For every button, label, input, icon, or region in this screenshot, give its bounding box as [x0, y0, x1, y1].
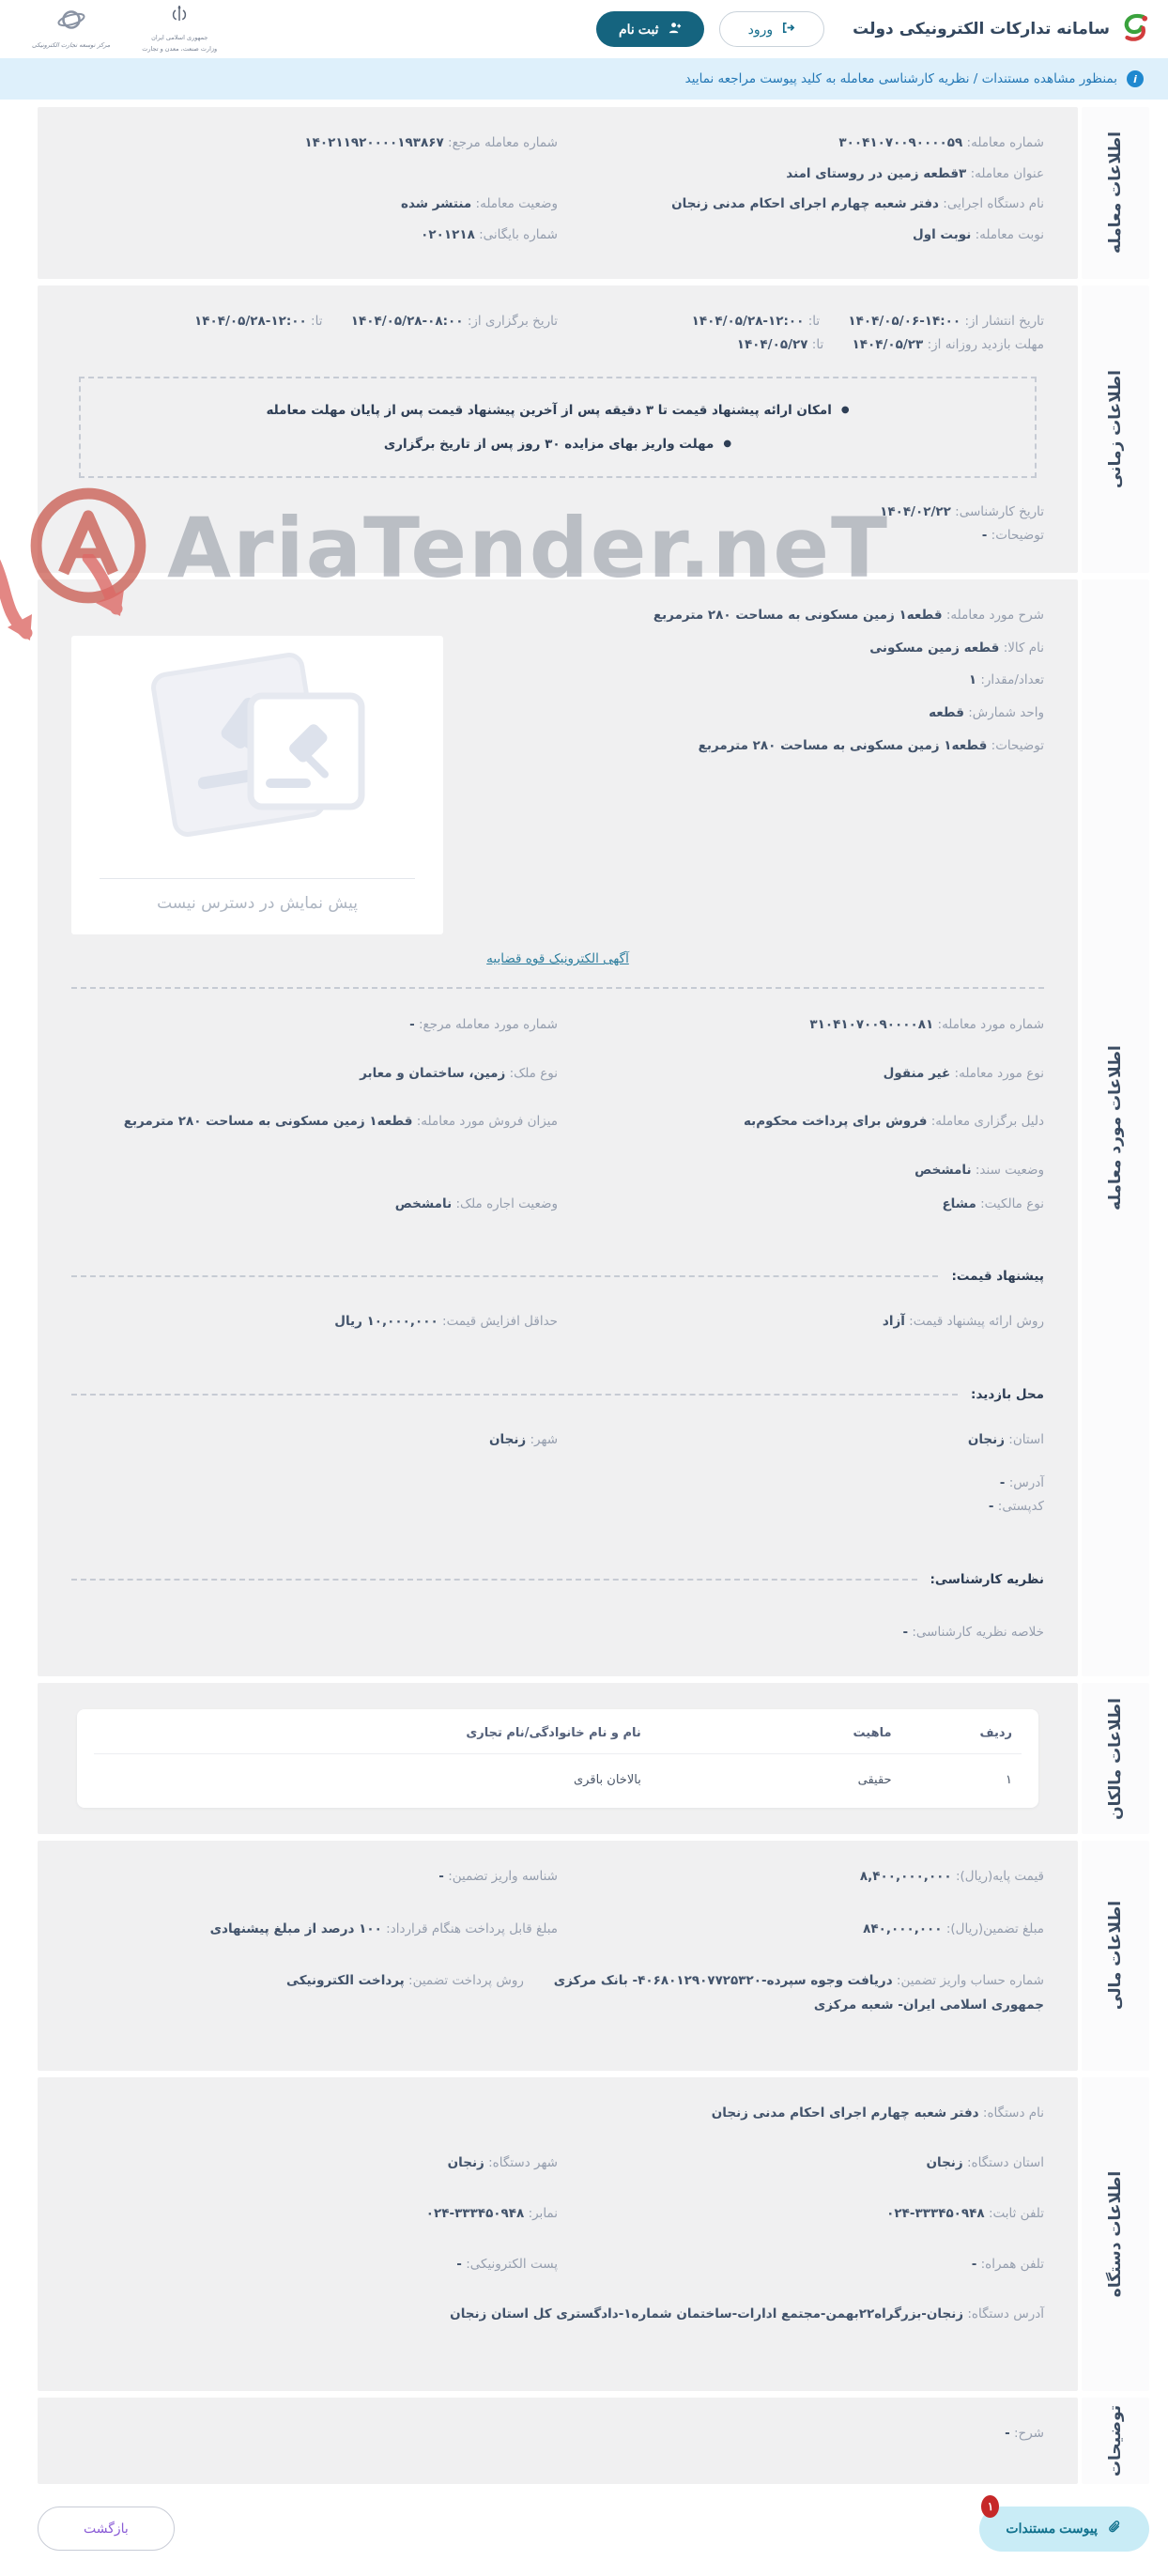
section-organization-info	[38, 2077, 1149, 2391]
visit-location-header: محل بازدید:	[71, 1387, 1044, 1402]
item-number: شماره مورد معامله: ۳۱۰۴۱۰۷۰۰۹۰۰۰۰۸۱	[809, 1017, 1044, 1033]
ministry-logo	[142, 4, 217, 54]
owners-table-card	[77, 1709, 1038, 1808]
guarantee-pay-method: روش پرداخت تضمین: پرداخت الکترونیکی	[286, 1973, 524, 1989]
org-fax: نمابر: ۰۲۴-۳۳۳۴۵۰۹۴۸	[425, 2205, 558, 2221]
bullet-icon: ●	[723, 439, 732, 450]
preview-divider	[100, 878, 416, 879]
section-label-strip	[1082, 2077, 1149, 2391]
section-deal-info	[38, 107, 1149, 279]
visit-province: استان: زنجان	[967, 1431, 1044, 1447]
org-name: نام دستگاه: دفتر شعبه چهارم اجرای احکام مدنی زنجان	[711, 2105, 1044, 2121]
description-text: شرح: -	[1005, 2425, 1044, 2441]
deal-ref-number: شماره معامله مرجع: ۱۴۰۲۱۱۹۲۰۰۰۰۱۹۳۸۶۷	[304, 135, 558, 150]
gavel-placeholder-icon	[140, 651, 375, 872]
section-title: اطلاعات دستگاه	[1106, 2170, 1125, 2297]
org-mobile: تلفن همراه: -	[971, 2256, 1044, 2272]
ecommerce-caption: مرکز توسعه تجارت الکترونیکی	[32, 41, 111, 50]
globe-icon	[51, 8, 92, 39]
preview-caption: پیش نمایش در دسترس نیست	[157, 894, 358, 914]
section-title: اطلاعات مالی	[1106, 1901, 1125, 2011]
section-title: اطلاعات زمانی	[1106, 369, 1125, 488]
section-item-info	[38, 579, 1149, 1676]
visit-postal-code: کدپستی: -	[988, 1499, 1044, 1515]
login-icon	[781, 21, 795, 38]
register-button[interactable]: ثبت نام	[596, 11, 704, 47]
item-unit: واحد شمارش: قطعه	[929, 705, 1044, 721]
item-image-placeholder	[71, 636, 443, 934]
item-ref-number: شماره مورد معامله مرجع: -	[409, 1017, 558, 1033]
owner-row-number: ۱	[1006, 1773, 1012, 1788]
holding-date-range: تاریخ برگزاری از: ۱۴۰۴/۰۵/۲۸-۰۸:۰۰ تا: ۱۴۰۴/۰۵/۲۸-۱۲:۰۰	[194, 313, 558, 329]
timing-notes-box	[79, 377, 1037, 478]
timing-description: توضیحات: -	[981, 528, 1044, 544]
publish-date-range: تاریخ انتشار از: ۱۴۰۴/۰۵/۰۶-۱۴:۰۰ تا: ۱۴۰۴/۰۵/۲۸-۱۲:۰۰	[691, 313, 1044, 329]
brand	[853, 11, 1151, 47]
section-description	[38, 2398, 1149, 2484]
section-label-strip	[1082, 1841, 1149, 2071]
setad-logo-icon	[1119, 11, 1151, 47]
sale-amount: میزان فروش مورد معامله: قطعه۱ زمین مسکونی به مساحت ۲۸۰ مترمربع	[123, 1114, 558, 1130]
attachment-count-badge: ۱	[981, 2495, 999, 2518]
timing-note: ● امکان ارائه پیشنهاد قیمت تا ۳ دقیقه پس از آخرین پیشنهاد قیمت پس از پایان مهلت معامله	[266, 402, 850, 418]
section-label-strip	[1082, 1683, 1149, 1834]
back-button[interactable]: بازگشت	[38, 2507, 175, 2551]
deal-round: نوبت معامله: نوبت اول	[912, 226, 1044, 242]
bullet-icon: ●	[840, 405, 850, 416]
item-description: شرح مورد معامله: قطعه۱ زمین مسکونی به مساحت ۲۸۰ مترمربع	[653, 608, 1044, 624]
ecommerce-center-logo	[32, 8, 110, 51]
deal-title: عنوان معامله: ۳قطعه زمین در روستای امند	[786, 165, 1044, 181]
min-price-increase: حداقل افزایش قیمت: ۱۰,۰۰۰,۰۰۰ ریال	[334, 1314, 558, 1330]
dashed-separator	[71, 987, 1044, 989]
footer	[38, 2499, 1149, 2552]
section-title: اطلاعات معامله	[1106, 131, 1125, 255]
visit-address: آدرس: -	[999, 1474, 1044, 1490]
owners-table	[94, 1709, 1022, 1808]
section-financial-info	[38, 1841, 1149, 2071]
ministry-caption-1: جمهوری اسلامی ایران	[151, 34, 208, 42]
item-notes: توضیحات: قطعه۱ زمین مسکونی به مساحت ۲۸۰ مترمربع	[698, 737, 1044, 753]
section-title: اطلاعات مالکان	[1106, 1697, 1125, 1820]
section-owners-info	[38, 1683, 1149, 1834]
document-status: وضعیت سند: نامشخص	[914, 1163, 1044, 1179]
notice-text: بمنظور مشاهده مستندات / نظریه کارشناسی معامله به کلید پیوست مراجعه نمایید	[684, 71, 1117, 86]
visit-city: شهر: زنجان	[489, 1431, 558, 1447]
org-province: استان دستگاه: زنجان	[926, 2155, 1044, 2171]
section-title: توضیحات	[1106, 2404, 1125, 2476]
org-email: پست الکترونیکی: -	[456, 2256, 558, 2272]
main-content	[0, 100, 1168, 2484]
estate-type: نوع ملک: زمین، ساختمان و معابر	[360, 1065, 558, 1081]
guarantee-account: شماره حساب واریز تضمین: دریافت وجوه سپرده-۴۰۶۸۰۱۲۹۰۷۷۲۵۳۲۰- بانک مرکزی جمهوری اسلامی ایران- شعبه مرکزی	[553, 1973, 1044, 2013]
owner-nature: حقیقی	[857, 1773, 892, 1788]
deal-number: شماره معامله: ۳۰۰۴۱۰۷۰۰۹۰۰۰۰۵۹	[838, 135, 1044, 150]
section-time-info	[38, 285, 1149, 574]
add-user-icon	[668, 21, 682, 38]
item-name: نام کالا: قطعه زمین مسکونی	[869, 640, 1044, 656]
section-label-strip	[1082, 579, 1149, 1676]
col-nature: ماهیت	[651, 1709, 901, 1754]
app-title: سامانه تدارکات الکترونیکی دولت	[853, 20, 1110, 39]
item-type: نوع مورد معامله: غیر منقول	[883, 1065, 1044, 1081]
payable-at-contract: مبلغ قابل پرداخت هنگام قرارداد: ۱۰۰ درصد از مبلغ پیشنهادی	[209, 1920, 558, 1936]
base-price: قیمت پایه(ریال): ۸,۴۰۰,۰۰۰,۰۰۰	[859, 1869, 1044, 1885]
judiciary-notice-link[interactable]: آگهی الکترونیک قوه قضاییه	[486, 951, 629, 967]
section-label-strip	[1082, 285, 1149, 574]
guarantee-amount: مبلغ تضمین(ریال): ۸۴۰,۰۰۰,۰۰۰	[863, 1920, 1044, 1936]
timing-note: ● مهلت واریز بهای مزایده ۳۰ روز پس از تاریخ برگزاری	[383, 436, 732, 452]
deal-reason: دلیل برگزاری معامله: فروش برای پرداخت محکوم‌به	[744, 1114, 1044, 1130]
watermark-text: AriaTender.neT	[167, 499, 890, 596]
owners-header-row	[94, 1709, 1022, 1754]
owner-fullname: بالاخان باقری	[574, 1773, 641, 1788]
owner-table-row	[94, 1754, 1022, 1809]
org-city: شهر دستگاه: زنجان	[447, 2155, 558, 2171]
notice-bar	[0, 58, 1168, 100]
item-quantity: تعداد/مقدار: ۱	[968, 672, 1044, 688]
bid-method: روش ارائه پیشنهاد قیمت: آزاد	[882, 1314, 1044, 1330]
rent-status: وضعیت اجاره ملک: نامشخص	[394, 1195, 558, 1211]
attach-documents-button[interactable]: ۱ پیوست مستندات	[979, 2507, 1149, 2552]
info-icon: i	[1127, 70, 1144, 87]
header	[0, 0, 1168, 58]
expertise-date: تاریخ کارشناسی: ۱۴۰۴/۰۲/۲۲	[880, 503, 1044, 519]
iran-emblem-icon	[168, 4, 191, 32]
org-address: آدرس دستگاه: زنجان-بزرگراه۲۲بهمن-مجتمع ادارات-ساختمان شماره۱-دادگستری کل استان زنجان	[450, 2306, 1044, 2322]
section-label-strip	[1082, 107, 1149, 279]
executive-org: نام دستگاه اجرایی: دفتر شعبه چهارم اجرای احکام مدنی زنجان	[671, 196, 1044, 212]
archive-number: شماره بایگانی: ۰۲۰۱۲۱۸	[421, 226, 558, 242]
org-phone: تلفن ثابت: ۰۲۴-۳۳۳۴۵۰۹۴۸	[886, 2205, 1044, 2221]
col-fullname: نام و نام خانوادگی/نام تجاری	[94, 1709, 651, 1754]
ministry-caption-2: وزارت صنعت، معدن و تجارت	[142, 45, 218, 53]
visit-date-range: مهلت بازدید روزانه از: ۱۴۰۴/۰۵/۲۳ تا: ۱۴۰۴/۰۵/۲۷	[736, 337, 1044, 353]
deal-status: وضعیت معامله: منتشر شده	[400, 196, 558, 212]
ownership-type: نوع مالکیت: مشاع	[942, 1195, 1044, 1211]
login-button[interactable]: ورود	[719, 11, 825, 47]
paperclip-icon	[1107, 2520, 1123, 2538]
expert-opinion-summary: خلاصه نظریه کارشناسی: -	[902, 1624, 1044, 1640]
deposit-id: شناسه واریز تضمین: -	[438, 1869, 558, 1885]
expert-opinion-header: نظریه کارشناسی:	[71, 1572, 1044, 1587]
government-logos	[24, 4, 217, 54]
section-label-strip	[1082, 2398, 1149, 2484]
col-row-number: ردیف	[901, 1709, 1022, 1754]
section-title: اطلاعات مورد معامله	[1106, 1045, 1125, 1211]
price-offer-header: پیشنهاد قیمت:	[71, 1269, 1044, 1284]
